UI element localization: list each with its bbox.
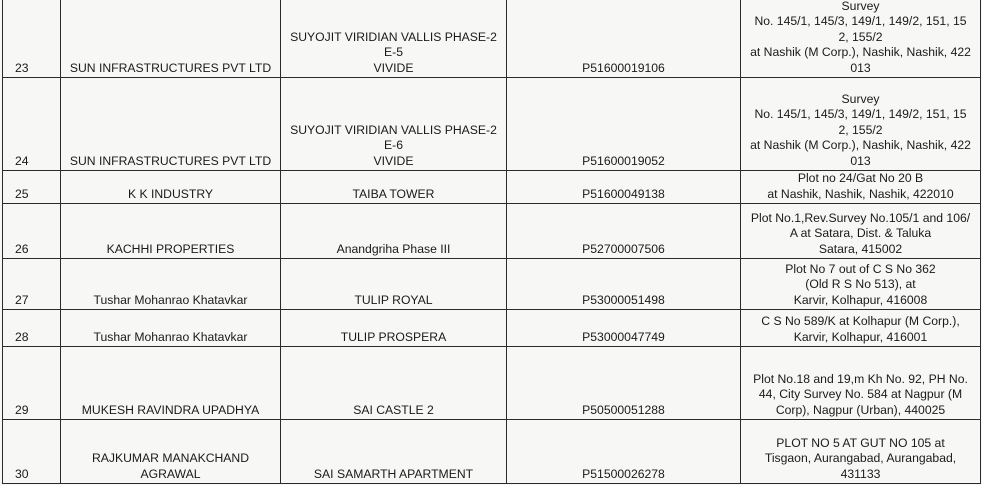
registration-number: P50500051288	[507, 347, 741, 420]
project-name: SUYOJIT VIRIDIAN VALLIS PHASE-2 E-5 VIVIDE	[281, 0, 507, 78]
serial-number: 28	[3, 310, 61, 347]
serial-number: 30	[3, 420, 61, 484]
promoter-name: K K INDUSTRY	[61, 171, 281, 204]
serial-number: 27	[3, 259, 61, 310]
project-name: TULIP ROYAL	[281, 259, 507, 310]
registration-number: P53000051498	[507, 259, 741, 310]
serial-number: 24	[3, 78, 61, 171]
registration-number: P51600019106	[507, 0, 741, 78]
table-row	[3, 0, 981, 78]
project-address: PLOT NO 5 AT GUT NO 105 at Tisgaon, Aurangabad, Aurangabad, 431133	[741, 420, 981, 484]
promoter-name: KACHHI PROPERTIES	[61, 204, 281, 259]
registration-table	[2, 0, 981, 484]
promoter-name: Tushar Mohanrao Khatavkar	[61, 259, 281, 310]
registration-number: P52700007506	[507, 204, 741, 259]
table-row	[3, 420, 981, 484]
promoter-name: RAJKUMAR MANAKCHAND AGRAWAL	[61, 420, 281, 484]
serial-number: 29	[3, 347, 61, 420]
project-address: Plot no 24/Gat No 20 B at Nashik, Nashik, Nashik, 422010	[741, 171, 981, 204]
table-row	[3, 347, 981, 420]
registration-number: P53000047749	[507, 310, 741, 347]
project-address: Survey No. 145/1, 145/3, 149/1, 149/2, 151, 15 2, 155/2 at Nashik (M Corp.), Nashik, Nashik, 422 013	[741, 78, 981, 171]
table-row	[3, 78, 981, 171]
promoter-name: SUN INFRASTRUCTURES PVT LTD	[61, 78, 281, 171]
project-address: Plot No.18 and 19,m Kh No. 92, PH No. 44, City Survey No. 584 at Nagpur (M Corp), Nagpur (Urban), 440025	[741, 347, 981, 420]
project-address: C S No 589/K at Kolhapur (M Corp.), Karvir, Kolhapur, 416001	[741, 310, 981, 347]
promoter-name: MUKESH RAVINDRA UPADHYA	[61, 347, 281, 420]
project-name: TULIP PROSPERA	[281, 310, 507, 347]
project-name: Anandgriha Phase III	[281, 204, 507, 259]
project-name: SUYOJIT VIRIDIAN VALLIS PHASE-2 E-6 VIVIDE	[281, 78, 507, 171]
table-row	[3, 171, 981, 204]
serial-number: 25	[3, 171, 61, 204]
table-row	[3, 204, 981, 259]
promoter-name: Tushar Mohanrao Khatavkar	[61, 310, 281, 347]
table-row	[3, 310, 981, 347]
project-address: Plot No.1,Rev.Survey No.105/1 and 106/ A at Satara, Dist. & Taluka Satara, 415002	[741, 204, 981, 259]
table-row	[3, 259, 981, 310]
project-address: Plot No 7 out of C S No 362 (Old R S No 513), at Karvir, Kolhapur, 416008	[741, 259, 981, 310]
registration-number: P51600049138	[507, 171, 741, 204]
serial-number: 23	[3, 0, 61, 78]
project-name: TAIBA TOWER	[281, 171, 507, 204]
project-address: Survey No. 145/1, 145/3, 149/1, 149/2, 151, 15 2, 155/2 at Nashik (M Corp.), Nashik, Nashik, 422 013	[741, 0, 981, 78]
promoter-name: SUN INFRASTRUCTURES PVT LTD	[61, 0, 281, 78]
serial-number: 26	[3, 204, 61, 259]
registration-number: P51500026278	[507, 420, 741, 484]
registration-number: P51600019052	[507, 78, 741, 171]
project-name: SAI CASTLE 2	[281, 347, 507, 420]
project-name: SAI SAMARTH APARTMENT	[281, 420, 507, 484]
